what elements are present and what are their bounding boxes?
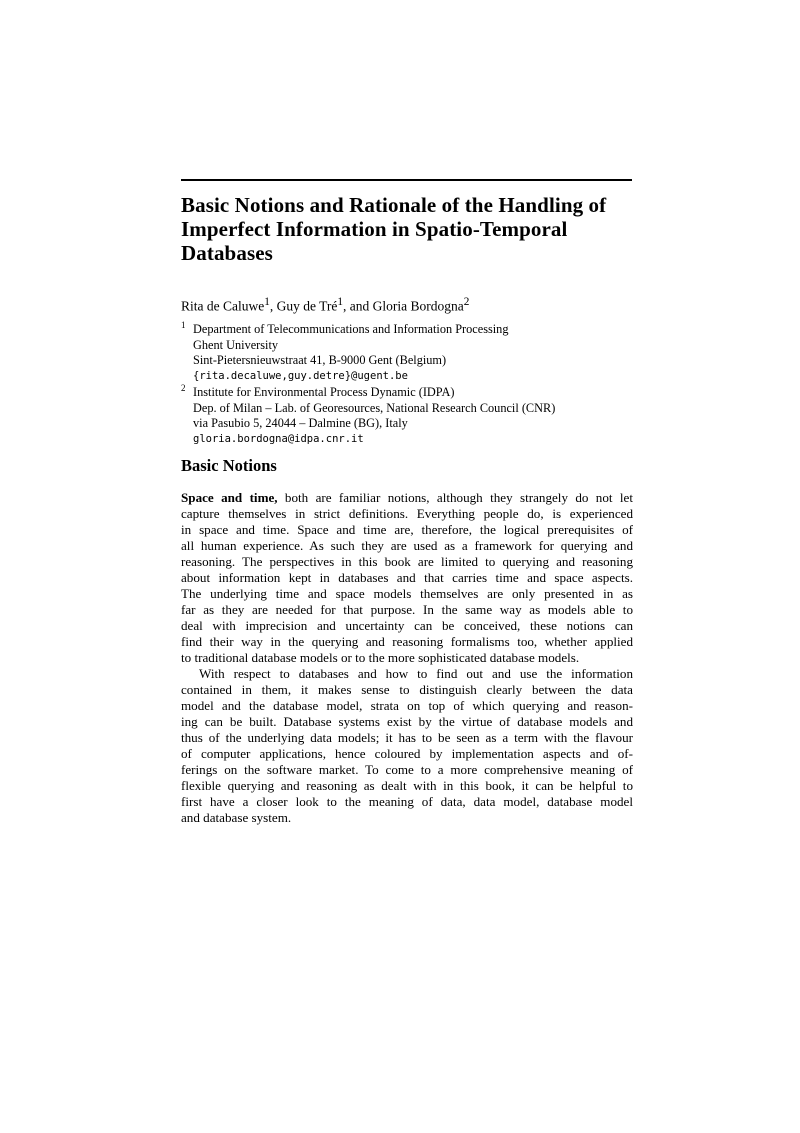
affiliation-email: {rita.decaluwe,guy.detre}@ugent.be (193, 370, 408, 383)
run-in-heading: Space and time, (181, 490, 278, 505)
affiliations (181, 322, 641, 448)
paper-title (181, 193, 636, 265)
paragraph-1-line: deal with imprecision and uncertainty can be conceived, these notions can (181, 618, 633, 633)
paragraph-2-line: ing can be built. Database systems exist by the virtue of database models and (181, 714, 633, 729)
affiliation-line: Sint-Pietersnieuwstraat 41, B-9000 Gent (Belgium) (193, 353, 447, 368)
paragraph-1-line: capture themselves in strict definitions. Everything people do, is experienced (181, 506, 633, 521)
author-affil-mark: 1 (337, 296, 343, 308)
author-name: Gloria Bordogna (372, 298, 464, 314)
affiliation-number: 1 (181, 320, 186, 330)
section-heading: Basic Notions (181, 456, 277, 475)
title-line: Basic Notions and Rationale of the Handling of (181, 193, 607, 217)
paragraph-2-line: first have a closer look to the meaning of data, data model, database model (181, 794, 633, 809)
paragraph-2-line: flexible querying and reasoning as dealt with in this book, it can be helpful to (181, 778, 633, 793)
affiliation-line: Ghent University (193, 337, 279, 352)
paragraph-1-line: all human experience. As such they are used as a framework for querying and (181, 538, 633, 553)
author-name: Guy de Tré (276, 298, 338, 314)
affiliation-2 (181, 382, 641, 448)
affiliation-line: Department of Telecommunications and Information Processing (193, 322, 509, 336)
paragraph-2-line: With respect to databases and how to find out and use the information (199, 666, 633, 681)
paragraph-2-line: ferings on the software market. To come to a more comprehensive meaning of (181, 762, 633, 777)
paragraph-2-line: thus of the underlying data models; it has to be seen as a term with the flavour (181, 730, 633, 745)
paragraph-2-line: contained in them, it makes sense to distinguish clearly between the data (181, 682, 633, 697)
affiliation-line: Institute for Environmental Process Dynamic (IDPA) (193, 384, 455, 399)
paragraph-2-line: of computer applications, hence coloured by implementation aspects and of- (181, 746, 633, 761)
paragraph-1-line: to traditional database models or to the more sophisticated database models. (181, 650, 580, 665)
affiliation-line: Dep. of Milan – Lab. of Georesources, National Research Council (CNR) (193, 400, 556, 415)
author-separator: , and (343, 298, 373, 314)
paragraph-1-line: in space and time. Space and time are, therefore, the logical prerequisites of (181, 522, 633, 537)
affiliation-1 (181, 322, 641, 385)
paragraph-1-line: far as they are needed for that purpose. In the same way as models able to (181, 602, 633, 617)
paragraph-1-line: find their way in the querying and reasoning formalisms too, whether applied (181, 634, 633, 649)
body-text (181, 490, 633, 826)
title-line: Databases (181, 241, 273, 265)
paragraph-2-line: model and the database model, strata on top of which querying and reason- (181, 698, 633, 713)
paragraph-1-line: Space and time, both are familiar notions, although they strangely do not let (181, 490, 633, 505)
author-list (181, 293, 641, 316)
author-separator: , (269, 298, 277, 314)
paragraph-1-line: The underlying time and space models themselves are only presented in as (181, 586, 633, 601)
paragraph-1-line: about information kept in databases and that carries time and space aspects. (181, 570, 633, 585)
paragraph-2-line: and database system. (181, 810, 292, 825)
affiliation-line: via Pasubio 5, 24044 – Dalmine (BG), Italy (193, 416, 408, 431)
affiliation-number: 2 (181, 382, 186, 393)
author-affil-mark: 1 (264, 296, 270, 308)
paragraph-1-line: reasoning. The perspectives in this book are limited to querying and reasoning (181, 554, 633, 569)
author-affil-mark: 2 (463, 296, 470, 308)
affiliation-email: gloria.bordogna@idpa.cnr.it (193, 432, 364, 445)
title-line: Imperfect Information in Spatio-Temporal (181, 217, 568, 241)
author-name: Rita de Caluwe (181, 298, 265, 314)
top-rule (181, 179, 632, 181)
